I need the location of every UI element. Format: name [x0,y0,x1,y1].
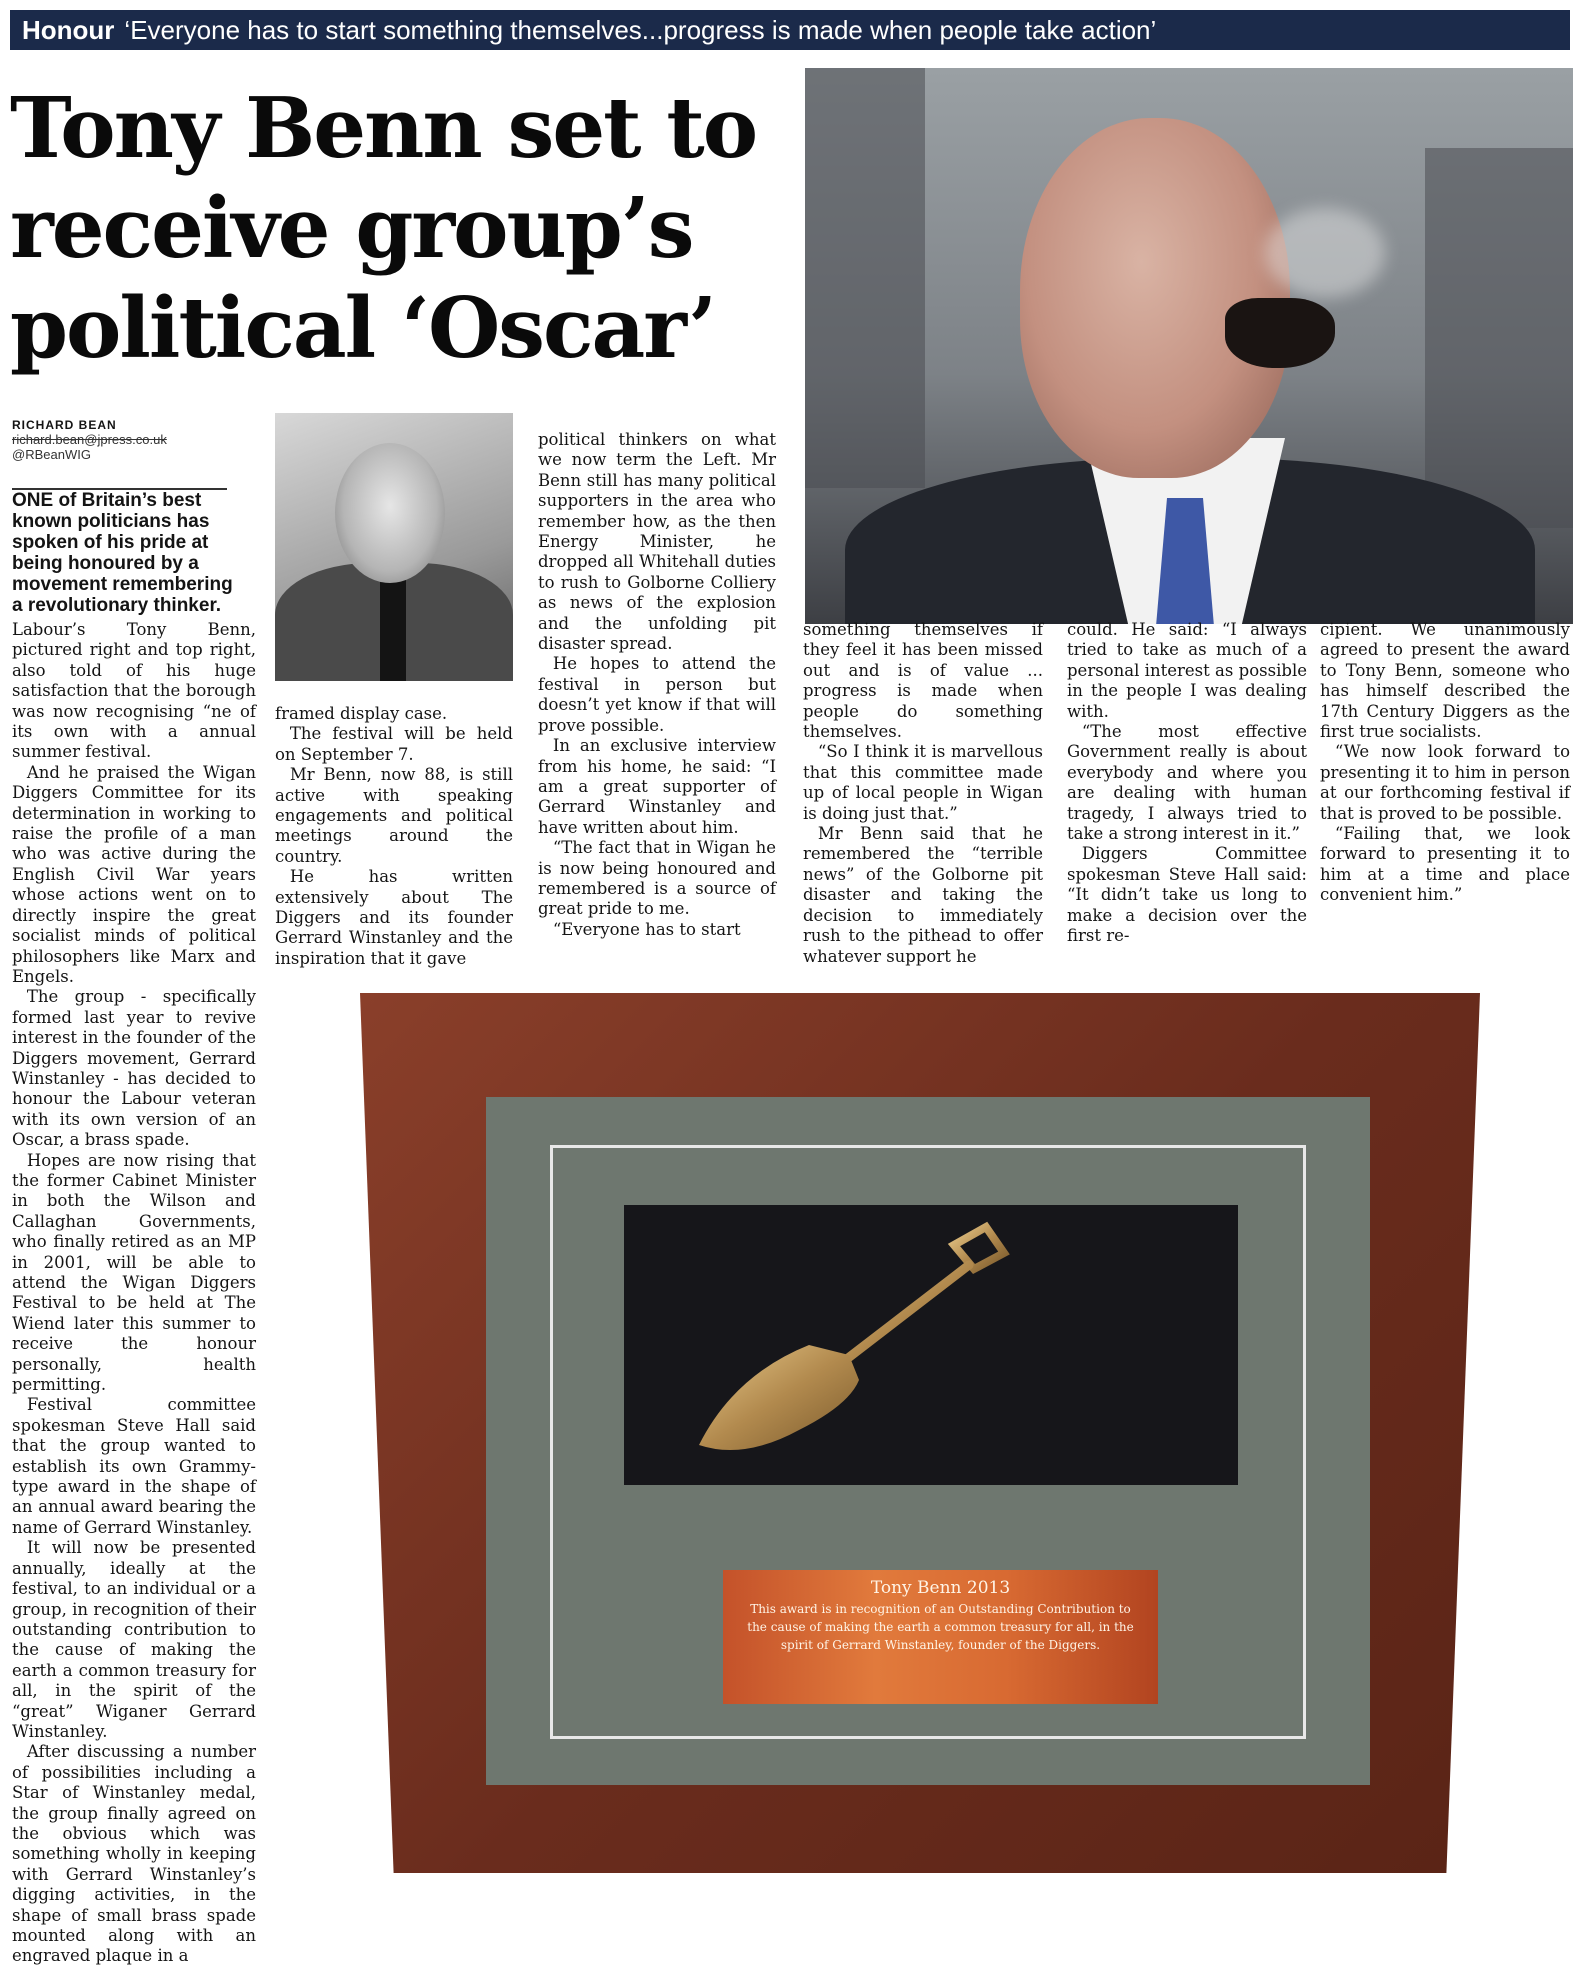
paragraph: Labour’s Tony Benn, pictured right and top right, also told of his huge satisfaction that the borough was now recognising “ne of its own with a annual summer festival. [12,620,256,762]
paragraph: Festival committee spokesman Steve Hall said that the group wanted to establish its own Grammy-type award in the shape of an annual award bearing the name of Gerrard Winstanley. [12,1395,256,1537]
paragraph: “Everyone has to start [552,919,741,939]
column-4 [803,620,1043,967]
pipe [1225,298,1335,368]
engraved-plaque [723,1570,1158,1704]
paragraph: “We now look forward to presenting it to him in person at our forthcoming festival if that is proved to be possible. [1320,742,1570,823]
display-backing [624,1205,1238,1485]
paragraph: And he praised the Wigan Diggers Committee for its determination in working to raise the profile of a man who was active during the English Civil War years whose actions went on to directly inspire the great socialist minds of political philosophers like Marx and Engels. [12,762,256,986]
author-email: richard.bean@jpress.co.uk [12,432,167,447]
banner-quote: ‘Everyone has to start something themselves...progress is made when people take action’ [124,15,1157,45]
paragraph: framed display case. [275,704,448,723]
paragraph: “Failing that, we look forward to presenting it to him at a time and place convenient him.” [1320,824,1570,905]
paragraph: Mr Benn, now 88, is still active with speaking engagements and political meetings around the country. [275,765,513,866]
background-tower [1425,148,1573,528]
section-banner [10,10,1570,50]
archive-photo [275,413,513,681]
paragraph: “The most effective Government really is about everybody and where you are dealing with human tragedy, I always tried to take a strong interest in it.” [1067,722,1307,844]
plaque-title: Tony Benn 2013 [870,1578,1011,1598]
background-building [805,68,925,488]
face [335,443,445,583]
column-1 [12,620,256,1967]
paragraph: He has written extensively about The Diggers and its founder Gerrard Winstanley and the inspiration that it gave [275,867,513,968]
paragraph: Hopes are now rising that the former Cabinet Minister in both the Wilson and Callaghan Governments, who finally retired as an MP in 2001, will be able to attend the Wigan Diggers Festival to be held at The Wiend later this summer to receive the honour personally, health permitting. [12,1150,256,1395]
brass-spade-icon [624,1205,1238,1485]
paragraph: After discussing a number of possibilities including a Star of Winstanley medal, the group finally agreed on the obvious which was something wholly in keeping with Gerrard Winstanley’s digging activities, in the shape of small brass spade mounted along with an engraved plaque in a [12,1742,256,1966]
paragraph: Mr Benn said that he remembered the “terrible news” of the Golborne pit disaster and taking the decision to immediately rush to the pithead to offer whatever support he [803,824,1043,966]
paragraph: could. He said: “I always tried to take as much of a personal interest as possible in the people I was dealing with. [1067,620,1307,721]
paragraph: “So I think it is marvellous that this committee made up of local people in Wigan is doing just that.” [803,742,1043,823]
paragraph: It will now be presented annually, ideally at the festival, to an individual or a group, in recognition of their outstanding contribution to the cause of making the earth a common treasury for all, in the spirit of the “great” Wiganer Gerrard Winstanley. [12,1538,256,1741]
section-kicker: Honour [22,15,115,45]
column-2 [275,704,513,969]
column-3 [538,430,776,940]
pipe-smoke [1265,208,1385,298]
byline [12,418,262,462]
column-6 [1320,620,1570,906]
paragraph: “The fact that in Wigan he is now being honoured and remembered is a source of great pride to me. [538,838,776,919]
author-twitter: @RBeanWIG [12,447,91,462]
tie [380,573,406,681]
paragraph: The festival will be held on September 7. [275,724,513,764]
lead-paragraph: ONE of Britain’s best known politicians has spoken of his pride at being honoured by a movement remembering a revolutionary thinker. [12,490,233,616]
plaque-text: This award is in recognition of an Outstanding Contribution to the cause of making the earth a common treasury for all, in the spirit of Gerrard Winstanley, founder of the Diggers. [747,1602,1134,1652]
column-5 [1067,620,1307,947]
hero-photo [805,68,1573,624]
paragraph: He hopes to attend the festival in person but doesn’t yet know if that will prove possible. [538,654,776,735]
paragraph: cipient. We unanimously agreed to present the award to Tony Benn, someone who has himself described the 17th Century Diggers as the first true socialists. [1320,620,1570,742]
paragraph: something themselves if they feel it has been missed out and is of value ... progress is made when people do something themselves. [803,620,1043,742]
headline: Tony Benn set to receive group’s political ‘Oscar’ [10,79,757,377]
paragraph: Diggers Committee spokesman Steve Hall said: “It didn’t take us long to make a decision over the first re- [1067,844,1307,946]
paragraph: The group - specifically formed last year to revive interest in the founder of the Diggers movement, Gerrard Winstanley - has decided to honour the Labour veteran with its own version of an Oscar, a brass spade. [12,987,256,1150]
author-name: RICHARD BEAN [12,418,117,432]
paragraph: In an exclusive interview from his home, he said: “I am a great supporter of Gerrard Winstanley and have written about him. [538,736,776,837]
paragraph: political thinkers on what we now term the Left. Mr Benn still has many political supporters in the area who remember how, as the then Energy Minister, he dropped all Whitehall duties to rush to Golborne Colliery as news of the explosion and the unfolding pit disaster spread. [538,430,776,654]
